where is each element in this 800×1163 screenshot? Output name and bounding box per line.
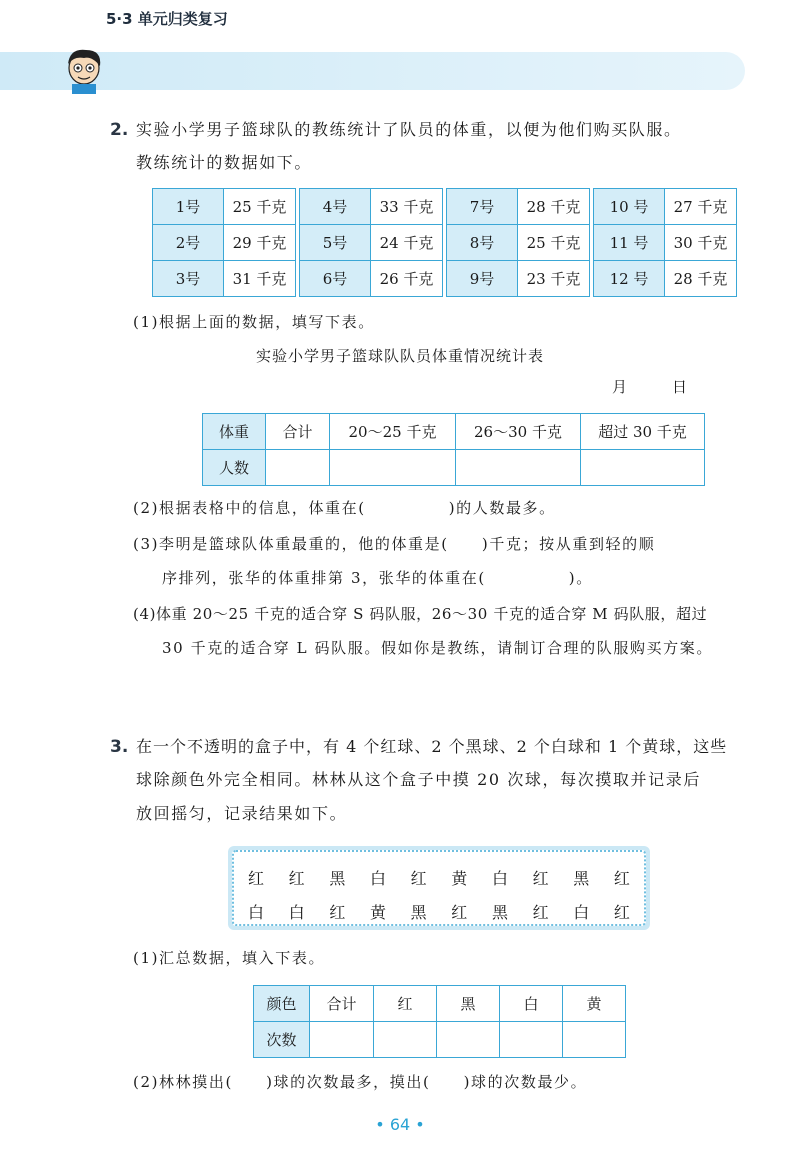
ball-record: 红 — [613, 869, 630, 888]
ball-record: 白 — [573, 903, 590, 922]
header-cell: 合计 — [310, 986, 374, 1022]
q2-sub3-line2: 序排列，张华的体重排第 3，张华的体重在( )。 — [162, 569, 593, 587]
q2-sub2: (2)根据表格中的信息，体重在( )的人数最多。 — [133, 499, 556, 517]
ball-record: 黑 — [573, 869, 590, 888]
record-row-2 — [248, 900, 630, 923]
player-number-cell: 2号 — [153, 225, 224, 261]
color-count-table — [253, 985, 626, 1058]
answer-cell-over-30[interactable] — [581, 450, 705, 486]
header-cell: 红 — [374, 986, 437, 1022]
page-number: • 64 • — [375, 1115, 425, 1134]
header-banner — [0, 52, 745, 90]
record-row-1 — [248, 866, 630, 889]
ball-record: 红 — [451, 903, 468, 922]
header-title: 5·3 单元归类复习 — [106, 10, 228, 28]
date-day: 日 — [672, 378, 689, 396]
weights-data-table — [152, 188, 737, 297]
player-number-cell: 8号 — [447, 225, 518, 261]
ball-record: 红 — [410, 869, 427, 888]
mascot-avatar-icon — [62, 46, 106, 94]
player-number-cell: 1号 — [153, 189, 224, 225]
ball-record: 黑 — [329, 869, 346, 888]
q2-sub3-line1: (3)李明是篮球队体重最重的，他的体重是( )千克；按从重到轻的顺 — [133, 535, 656, 553]
answer-cell-white[interactable] — [500, 1022, 563, 1058]
ball-record: 白 — [288, 903, 305, 922]
question-2-number: 2. — [110, 120, 129, 140]
player-weight-cell: 24 千克 — [371, 225, 443, 261]
row-label: 人数 — [203, 450, 266, 486]
q3-line3: 放回摇匀，记录结果如下。 — [136, 804, 348, 823]
q2-sub1: (1)根据上面的数据，填写下表。 — [133, 313, 375, 331]
answer-cell-total[interactable] — [310, 1022, 374, 1058]
answer-cell-20-25[interactable] — [330, 450, 456, 486]
ball-record: 红 — [288, 869, 305, 888]
ball-record: 白 — [491, 869, 508, 888]
player-weight-cell: 28 千克 — [665, 261, 737, 297]
ball-record: 红 — [329, 903, 346, 922]
player-weight-cell: 28 千克 — [518, 189, 590, 225]
player-weight-cell: 26 千克 — [371, 261, 443, 297]
header-cell: 26～30 千克 — [456, 414, 581, 450]
weights-row — [153, 261, 737, 297]
header-cell: 黑 — [437, 986, 500, 1022]
weights-row — [153, 189, 737, 225]
player-number-cell: 7号 — [447, 189, 518, 225]
header-cell: 白 — [500, 986, 563, 1022]
weight-table-title: 实验小学男子篮球队队员体重情况统计表 — [255, 347, 544, 365]
answer-cell-26-30[interactable] — [456, 450, 581, 486]
ball-record: 红 — [613, 903, 630, 922]
ball-record-box — [228, 846, 650, 930]
player-number-cell: 10 号 — [594, 189, 665, 225]
ball-record: 黑 — [410, 903, 427, 922]
player-weight-cell: 25 千克 — [518, 225, 590, 261]
ball-record: 白 — [248, 903, 265, 922]
answer-cell-black[interactable] — [437, 1022, 500, 1058]
answer-cell-total[interactable] — [266, 450, 330, 486]
ball-record: 红 — [248, 869, 265, 888]
player-number-cell: 3号 — [153, 261, 224, 297]
answer-cell-red[interactable] — [374, 1022, 437, 1058]
player-weight-cell: 25 千克 — [224, 189, 296, 225]
q2-line2: 教练统计的数据如下。 — [136, 153, 313, 172]
player-weight-cell: 31 千克 — [224, 261, 296, 297]
ball-record: 红 — [532, 869, 549, 888]
header-cell: 超过 30 千克 — [581, 414, 705, 450]
q3-sub1: (1)汇总数据，填入下表。 — [133, 949, 326, 967]
player-number-cell: 4号 — [300, 189, 371, 225]
header-cell: 黄 — [563, 986, 626, 1022]
ball-record: 白 — [369, 869, 386, 888]
q3-line1: 在一个不透明的盒子中，有 4 个红球、2 个黑球、2 个白球和 1 个黄球，这些 — [136, 737, 728, 756]
date-month: 月 — [612, 378, 629, 396]
player-weight-cell: 23 千克 — [518, 261, 590, 297]
player-number-cell: 12 号 — [594, 261, 665, 297]
q3-line2: 球除颜色外完全相同。林林从这个盒子中摸 20 次球，每次摸取并记录后 — [136, 770, 701, 789]
player-number-cell: 5号 — [300, 225, 371, 261]
player-number-cell: 11 号 — [594, 225, 665, 261]
q2-line1: 实验小学男子篮球队的教练统计了队员的体重，以便为他们购买队服。 — [136, 120, 682, 139]
header-cell: 体重 — [203, 414, 266, 450]
player-number-cell: 6号 — [300, 261, 371, 297]
ball-record: 黑 — [491, 903, 508, 922]
player-weight-cell: 30 千克 — [665, 225, 737, 261]
answer-cell-yellow[interactable] — [563, 1022, 626, 1058]
question-3-number: 3. — [110, 737, 129, 757]
header-cell: 20～25 千克 — [330, 414, 456, 450]
player-weight-cell: 29 千克 — [224, 225, 296, 261]
player-number-cell: 9号 — [447, 261, 518, 297]
player-weight-cell: 33 千克 — [371, 189, 443, 225]
row-label: 次数 — [254, 1022, 310, 1058]
q2-sub4-line2: 30 千克的适合穿 L 码队服。假如你是教练，请制订合理的队服购买方案。 — [162, 639, 713, 657]
ball-record: 红 — [532, 903, 549, 922]
q3-sub2: (2)林林摸出( )球的次数最多，摸出( )球的次数最少。 — [133, 1073, 588, 1091]
ball-record: 黄 — [451, 869, 468, 888]
ball-record: 黄 — [369, 903, 386, 922]
header-cell: 颜色 — [254, 986, 310, 1022]
player-weight-cell: 27 千克 — [665, 189, 737, 225]
weights-row — [153, 225, 737, 261]
weight-stats-table — [202, 413, 705, 486]
header-cell: 合计 — [266, 414, 330, 450]
q2-sub4-line1: (4)体重 20～25 千克的适合穿 S 码队服，26～30 千克的适合穿 M 码队服，超过 — [133, 605, 708, 623]
